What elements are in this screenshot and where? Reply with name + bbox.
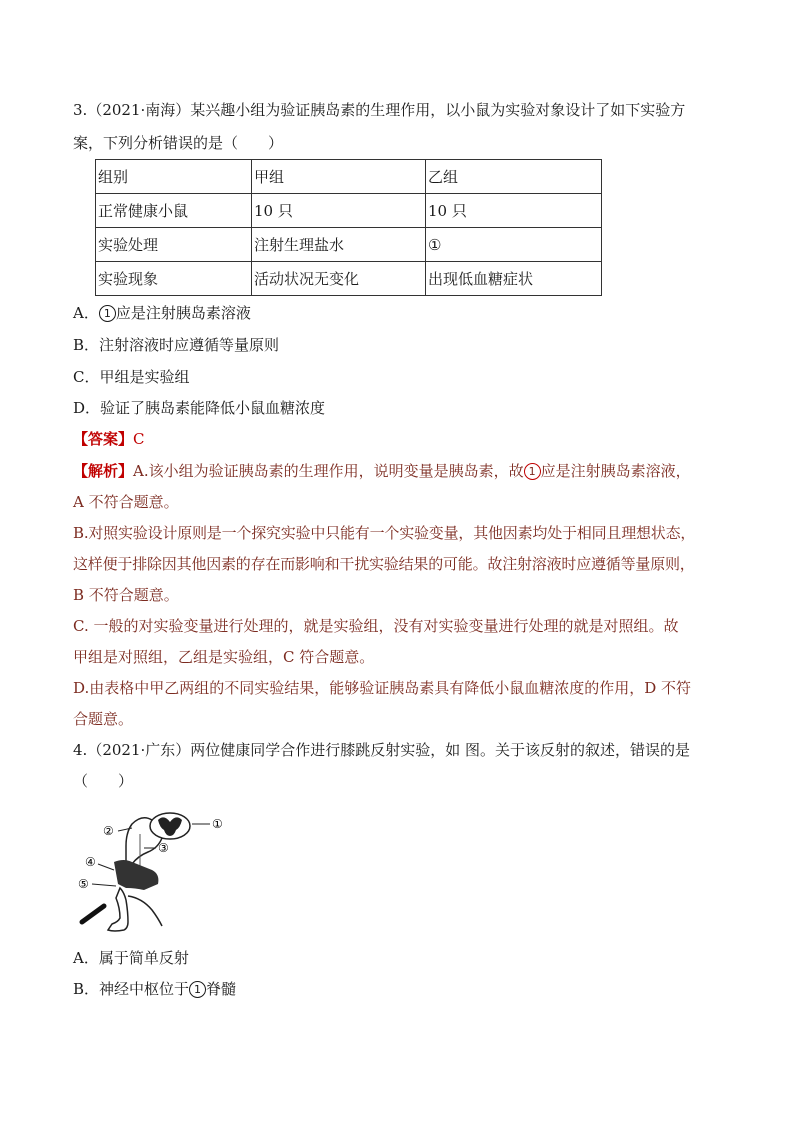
label-leader xyxy=(98,864,114,870)
table-row xyxy=(96,194,602,228)
table-cell: 10 只 xyxy=(426,194,602,228)
figure-label-4: ④ xyxy=(85,855,96,869)
analysis-b-line2: 这样便于排除因其他因素的存在而影响和干扰实验结果的可能。故注射溶液时应遵循等量原则， xyxy=(73,555,695,573)
option-b-text: 脊髓 xyxy=(206,980,237,998)
other-leg-outline xyxy=(128,896,162,926)
circled-number: 1 xyxy=(189,981,206,998)
option-a-prefix: A． xyxy=(73,304,99,322)
table-cell: 正常健康小鼠 xyxy=(96,194,252,228)
lower-leg-shape xyxy=(108,888,128,931)
q3-stem-line2: 案，下列分析错误的是（ ） xyxy=(73,134,284,152)
table-cell: ① xyxy=(426,228,602,262)
analysis-d-line1: D.由表格中甲乙两组的不同实验结果，能够验证胰岛素具有降低小鼠血糖浓度的作用，D 不符 xyxy=(73,679,692,697)
table-cell: 10 只 xyxy=(252,194,426,228)
label-leader xyxy=(118,828,132,831)
circled-number: 1 xyxy=(524,463,541,480)
analysis-c-line2: 甲组是对照组，乙组是实验组，C 符合题意。 xyxy=(73,648,375,666)
answer-value: C xyxy=(133,430,145,448)
q3-answer xyxy=(73,429,145,449)
table-header-cell: 甲组 xyxy=(252,160,426,194)
q4-source: （2021·广东） xyxy=(87,741,191,759)
option-b-prefix: B．神经中枢位于 xyxy=(73,980,190,998)
q3-option-c: C．甲组是实验组 xyxy=(73,368,190,386)
analysis-a-line2: A 不符合题意。 xyxy=(73,493,179,511)
answer-tag: 【答案】 xyxy=(73,430,134,448)
analysis-a-line1 xyxy=(73,461,691,481)
analysis-text: 应是注射胰岛素溶液， xyxy=(540,462,691,480)
reflex-hammer-shape xyxy=(82,906,104,922)
spinal-cord-shape xyxy=(150,813,190,839)
q3-option-b: B．注射溶液时应遵循等量原则 xyxy=(73,336,280,354)
q3-option-d: D．验证了胰岛素能降低小鼠血糖浓度 xyxy=(73,399,326,417)
q4-option-b xyxy=(73,979,236,999)
analysis-d-line2: 合题意。 xyxy=(73,710,134,728)
knee-jerk-reflex-figure xyxy=(70,800,240,940)
analysis-b-line1: B.对照实验设计原则是一个探究实验中只能有一个实验变量，其他因素均处于相同且理想状态， xyxy=(73,524,696,542)
table-cell: 活动状况无变化 xyxy=(252,262,426,296)
experiment-table xyxy=(95,159,602,296)
circled-number: 1 xyxy=(99,305,116,322)
analysis-c-line1: C. 一般的对实验变量进行处理的，就是实验组，没有对实验变量进行处理的就是对照组。故 xyxy=(73,617,679,635)
analysis-b-line3: B 不符合题意。 xyxy=(73,586,179,604)
q4-stem-text: 两位健康同学合作进行膝跳反射实验，如 图。关于该反射的叙述，错误的是 xyxy=(190,741,691,759)
figure-label-3: ③ xyxy=(158,841,169,855)
figure-label-1: ① xyxy=(212,817,223,831)
q3-source: （2021·南海） xyxy=(87,101,191,119)
q3-stem-text: 某兴趣小组为验证胰岛素的生理作用，以小鼠为实验对象设计了如下实验方 xyxy=(190,101,686,119)
q3-number: 3. xyxy=(73,101,88,119)
thigh-shape xyxy=(114,860,158,890)
q4-option-a: A．属于简单反射 xyxy=(73,949,189,967)
q4-stem-line2: （ ） xyxy=(73,772,134,790)
table-cell: 注射生理盐水 xyxy=(252,228,426,262)
q3-option-a xyxy=(73,303,251,323)
analysis-tag: 【解析】 xyxy=(73,462,134,480)
table-cell: 实验处理 xyxy=(96,228,252,262)
q4-number: 4. xyxy=(73,741,88,759)
table-cell: 出现低血糖症状 xyxy=(426,262,602,296)
table-cell: 实验现象 xyxy=(96,262,252,296)
analysis-text: A.该小组为验证胰岛素的生理作用，说明变量是胰岛素，故 xyxy=(133,462,524,480)
option-a-text: 应是注射胰岛素溶液 xyxy=(115,304,251,322)
table-header-cell: 乙组 xyxy=(426,160,602,194)
figure-label-5: ⑤ xyxy=(78,877,89,891)
table-header-cell: 组别 xyxy=(96,160,252,194)
table-row xyxy=(96,262,602,296)
q3-stem-line1 xyxy=(73,100,685,120)
figure-label-2: ② xyxy=(103,824,114,838)
table-row xyxy=(96,228,602,262)
label-leader xyxy=(92,884,116,886)
table-header-row xyxy=(96,160,602,194)
q4-stem-line1 xyxy=(73,740,690,760)
